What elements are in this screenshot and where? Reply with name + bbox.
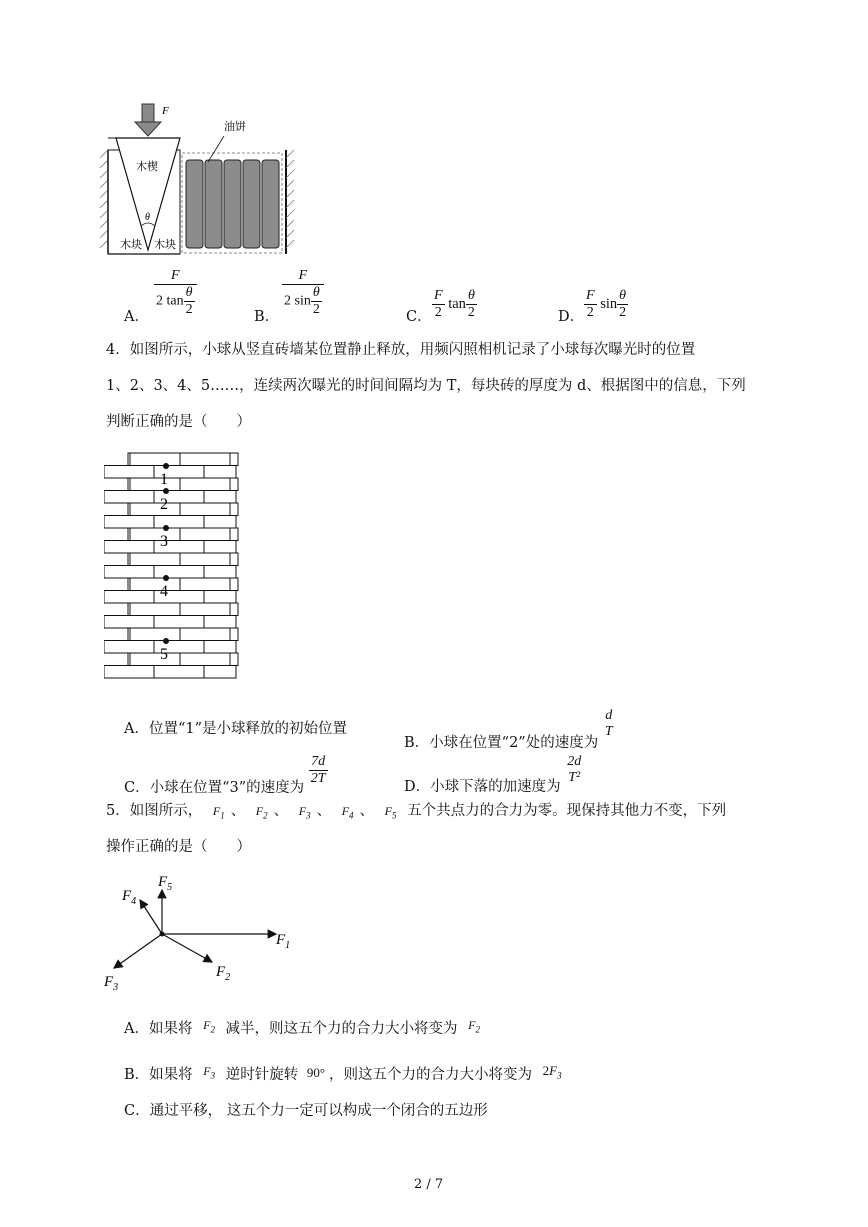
ball-position-5 bbox=[163, 638, 169, 644]
brick bbox=[204, 591, 236, 604]
q4-stem-line1: 4．如图所示，小球从竖直砖墙某位置静止释放，用频闪照相机记录了小球每次曝光时的位置 bbox=[106, 342, 696, 358]
q3-option-b[interactable] bbox=[254, 268, 320, 325]
q3-option-c[interactable] bbox=[406, 288, 475, 325]
option-letter: B． bbox=[254, 309, 280, 325]
option-letter: C． bbox=[406, 309, 432, 325]
force-vector-diagram bbox=[100, 868, 300, 996]
brick bbox=[154, 616, 204, 629]
q4-option-c[interactable]: C．小球在位置“3”的速度为 $\frac{7d}{2T}$ bbox=[124, 754, 326, 796]
brick bbox=[104, 466, 154, 479]
q4-option-b[interactable]: B．小球在位置“2”处的速度为 d T bbox=[404, 708, 613, 751]
svg-text:F5: $F_5$ bbox=[158, 874, 173, 893]
wedge-label: 木楔 bbox=[136, 161, 158, 173]
brick bbox=[104, 491, 154, 504]
option-fraction: F 2 tan $\frac{\theta}{2}$ bbox=[154, 268, 197, 318]
brick bbox=[180, 653, 230, 666]
q3-option-a[interactable] bbox=[124, 268, 193, 325]
brick bbox=[204, 616, 236, 629]
brick bbox=[104, 641, 154, 654]
q5-stem-line2: 操作正确的是（ ） bbox=[106, 839, 251, 855]
brick bbox=[104, 566, 154, 579]
ball-label-4: 4 bbox=[160, 583, 168, 600]
block-left-label: 木块 bbox=[120, 239, 142, 251]
oil-cake-label: 油饼 bbox=[224, 121, 246, 133]
brick bbox=[204, 666, 236, 679]
brick bbox=[130, 553, 180, 566]
q4-stem-line3: 判断正确的是（ ） bbox=[106, 414, 251, 430]
force-label: F bbox=[162, 105, 169, 117]
q4-option-a[interactable]: A．位置“1”是小球释放的初始位置 bbox=[124, 721, 348, 737]
brick-wall-diagram bbox=[104, 450, 240, 682]
brick bbox=[104, 666, 154, 679]
brick bbox=[180, 628, 230, 641]
brick bbox=[180, 553, 230, 566]
brick bbox=[180, 603, 230, 616]
brick bbox=[130, 528, 180, 541]
option-expression: $\frac{F}{2}$ sin $\frac{\theta}{2}$ bbox=[586, 288, 627, 320]
brick bbox=[154, 516, 204, 529]
wedge-press-diagram bbox=[96, 98, 306, 258]
brick bbox=[130, 628, 180, 641]
ball-label-2: 2 bbox=[160, 496, 168, 513]
brick bbox=[230, 478, 238, 491]
brick bbox=[180, 578, 230, 591]
force-symbol: $F_3$ bbox=[298, 804, 311, 821]
q5-option-a[interactable]: A．如果将 $^{F_2}$ 减半，则这五个力的合力大小将变为 $^{F_2}$ bbox=[124, 1018, 480, 1037]
brick bbox=[230, 653, 238, 666]
brick bbox=[104, 541, 154, 554]
brick bbox=[204, 641, 236, 654]
ball-label-3: 3 bbox=[160, 533, 168, 550]
brick bbox=[180, 478, 230, 491]
svg-text:F2: $F_2$ bbox=[216, 964, 231, 983]
brick bbox=[130, 478, 180, 491]
brick bbox=[230, 603, 238, 616]
q5-option-c[interactable]: C．通过平移， 这五个力一定可以构成一个闭合的五边形 bbox=[124, 1103, 488, 1119]
ball-label-1: 1 bbox=[160, 471, 168, 488]
theta-label: θ bbox=[145, 212, 150, 223]
brick bbox=[230, 503, 238, 516]
brick bbox=[204, 566, 236, 579]
brick bbox=[130, 503, 180, 516]
q4-stem-line2: 1、2、3、4、5……，连续两次曝光的时间间隔均为 T，每块砖的厚度为 d、根据图中的信息，下列 bbox=[106, 378, 746, 394]
brick bbox=[180, 528, 230, 541]
ball-label-5: 5 bbox=[160, 646, 168, 663]
page-number: 2 / 7 bbox=[414, 1177, 444, 1192]
brick bbox=[230, 628, 238, 641]
brick bbox=[130, 453, 180, 466]
brick bbox=[130, 578, 180, 591]
option-letter: D． bbox=[558, 309, 585, 325]
brick bbox=[204, 516, 236, 529]
force-symbol: $F_4$ bbox=[341, 804, 354, 821]
brick bbox=[104, 616, 154, 629]
brick bbox=[230, 528, 238, 541]
ball-position-1 bbox=[163, 463, 169, 469]
force-symbol: $F_2$ bbox=[255, 804, 268, 821]
brick bbox=[104, 591, 154, 604]
svg-text:F1: $F_1$ bbox=[276, 932, 291, 951]
brick bbox=[230, 553, 238, 566]
ball-position-4 bbox=[163, 575, 169, 581]
brick bbox=[204, 541, 236, 554]
brick bbox=[180, 453, 230, 466]
svg-text:F4: $F_4$ bbox=[122, 888, 137, 907]
ball-position-2 bbox=[163, 488, 169, 494]
option-expression: $\frac{F}{2}$ tan $\frac{\theta}{2}$ bbox=[434, 288, 475, 320]
force-symbol: $F_1$ bbox=[212, 804, 225, 821]
q5-option-b[interactable]: B．如果将 $^{F_3}$ 逆时针旋转 90° ，则这五个力的合力大小将变为 $2F_3$ bbox=[124, 1063, 562, 1083]
brick bbox=[154, 666, 204, 679]
force-symbol: $F_5$ bbox=[384, 804, 397, 821]
brick bbox=[230, 578, 238, 591]
option-letter: A． bbox=[124, 309, 149, 325]
option-fraction: F 2 sin $\frac{\theta}{2}$ bbox=[282, 268, 324, 318]
brick bbox=[130, 653, 180, 666]
q3-option-d[interactable] bbox=[558, 288, 627, 325]
brick bbox=[230, 453, 238, 466]
brick bbox=[204, 466, 236, 479]
ball-position-3 bbox=[163, 525, 169, 531]
brick bbox=[180, 503, 230, 516]
q4-option-d[interactable]: D．小球下落的加速度为 2d T² bbox=[404, 754, 582, 795]
q5-stem-line1: 5．如图所示， $F_1$ 、 $F_2$ 、 $F_3$ 、 $F_4$ 、 $F_5$ 五个共点力的合力为零。现保持其他力不变，下列 bbox=[106, 803, 727, 821]
brick bbox=[154, 566, 204, 579]
brick bbox=[130, 603, 180, 616]
brick bbox=[104, 516, 154, 529]
block-right-label: 木块 bbox=[154, 239, 176, 251]
svg-text:F3: $F_3$ bbox=[104, 974, 119, 993]
brick bbox=[204, 491, 236, 504]
